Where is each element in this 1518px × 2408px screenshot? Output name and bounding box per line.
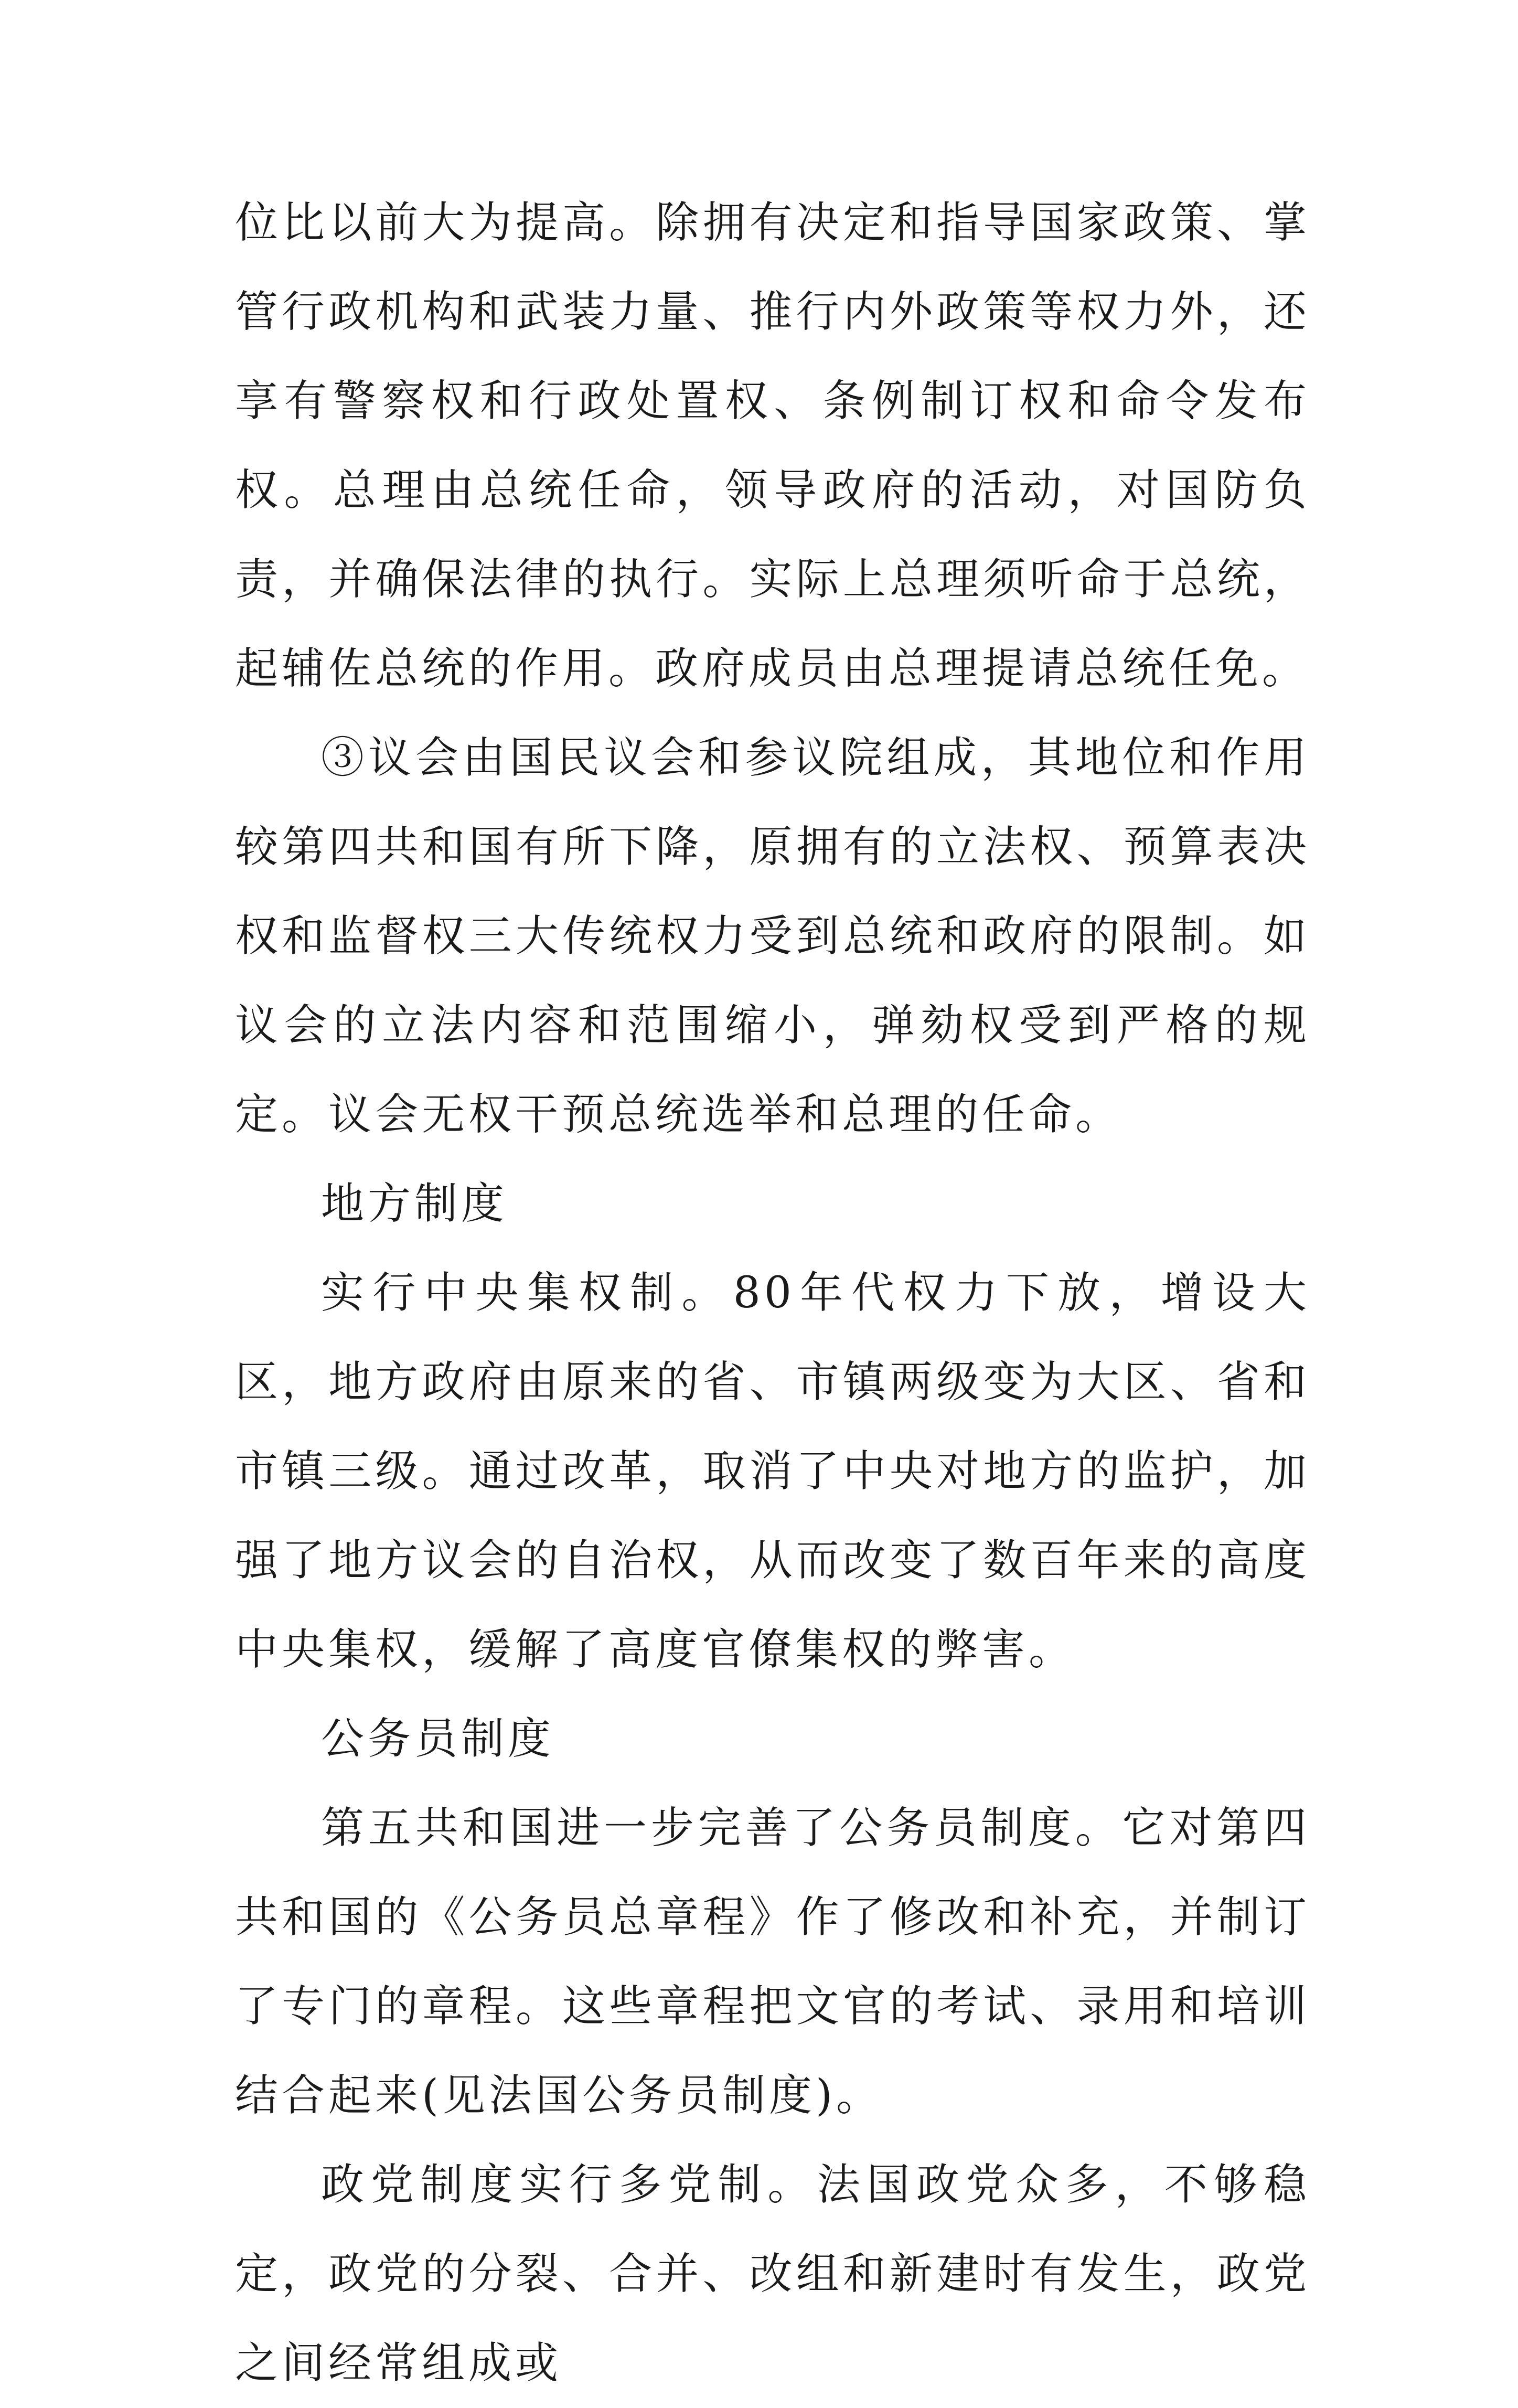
paragraph-party-system: 政党制度实行多党制。法国政党众多，不够稳定，政党的分裂、合并、改组和新建时有发生，政党之间经常组成或 <box>235 2160 1310 2388</box>
paragraph-executive-powers: 位比以前大为提高。除拥有决定和指导国家政策、掌管行政机构和武装力量、推行内外政策等权力外，还享有警察权和行政处置权、条例制订权和命令发布权。总理由总统任命，领导政府的活动，对国防负责，并确保法律的执行。实际上总理须听命于总统，起辅佐总统的作用。政府成员由总理提请总统任免。 <box>235 198 1310 694</box>
paragraph-local-system: 实行中央集权制。80年代权力下放，增设大区，地方政府由原来的省、市镇两级变为大区、省和市镇三级。通过改革，取消了中央对地方的监护，加强了地方议会的自治权，从而改变了数百年来的高度中央集权，缓解了高度官僚集权的弊害。 <box>235 1268 1310 1675</box>
document-body <box>235 178 1310 2408</box>
paragraph-parliament: ③议会由国民议会和参议院组成，其地位和作用较第四共和国有所下降，原拥有的立法权、预算表决权和监督权三大传统权力受到总统和政府的限制。如议会的立法内容和范围缩小，弹劾权受到严格的规定。议会无权干预总统选举和总理的任命。 <box>235 733 1310 1139</box>
section-heading-civil-service: 公务员制度 <box>321 1714 555 1764</box>
section-heading-local-system: 地方制度 <box>321 1179 508 1229</box>
paragraph-civil-service: 第五共和国进一步完善了公务员制度。它对第四共和国的《公务员总章程》作了修改和补充，并制订了专门的章程。这些章程把文官的考试、录用和培训结合起来(见法国公务员制度)。 <box>235 1803 1310 2121</box>
